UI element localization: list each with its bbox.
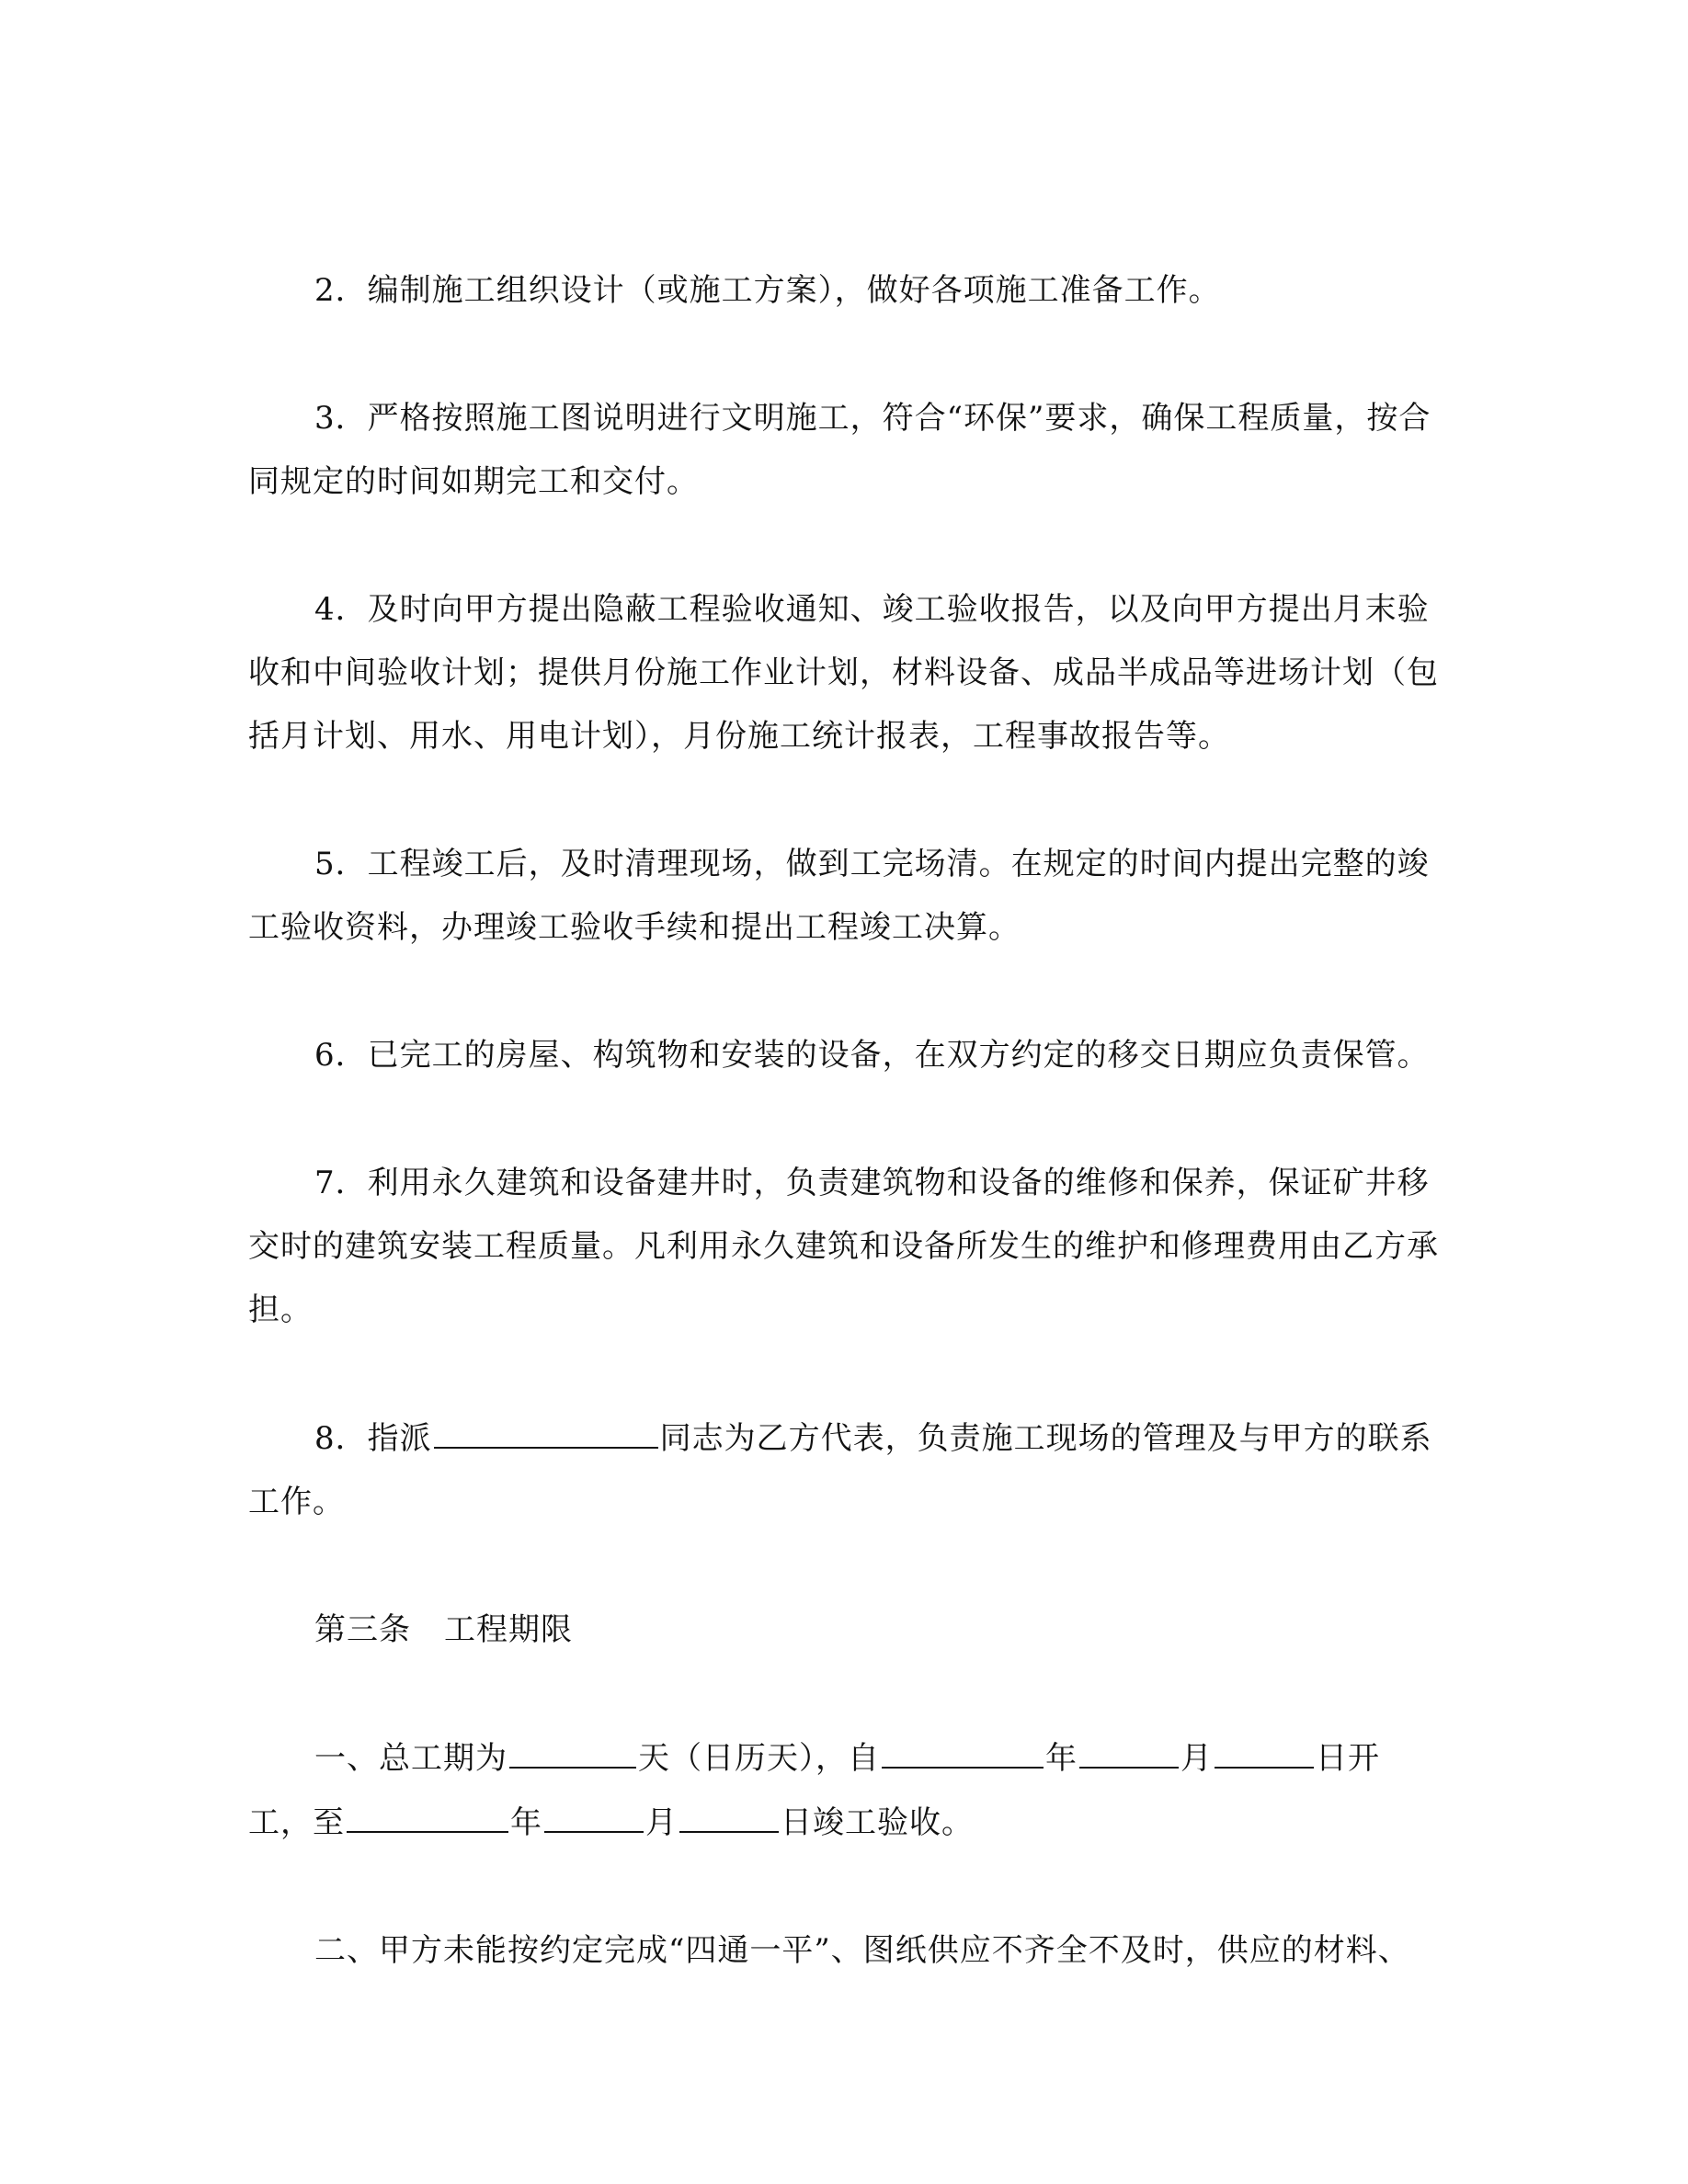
article-3-label: 第三条	[314, 1611, 411, 1648]
item-4	[248, 578, 1443, 768]
item-6-number: 6．	[314, 1037, 368, 1074]
start-month-blank[interactable]	[1079, 1726, 1179, 1769]
clause-1-part-3: 年	[1045, 1740, 1078, 1777]
article-3-heading	[248, 1598, 1443, 1662]
item-4-text: 及时向甲方提出隐蔽工程验收通知、竣工验收报告，以及向甲方提出月末验收和中间验收计划；提供月份施工作业计划，材料设备、成品半成品等进场计划（包括月计划、用水、用电计划），月份施工统计报表，工程事故报告等。	[248, 591, 1439, 755]
item-7	[248, 1152, 1443, 1342]
clause-2-text: 二、甲方未能按约定完成“四通一平”、图纸供应不齐全不及时，供应的材料、	[314, 1932, 1410, 1969]
item-8	[248, 1406, 1443, 1534]
document-body	[248, 259, 1443, 2047]
item-7-text: 利用永久建筑和设备建井时，负责建筑物和设备的维修和保养，保证矿井移交时的建筑安装工程质量。凡利用永久建筑和设备所发生的维护和修理费用由乙方承担。	[248, 1165, 1439, 1328]
clause-1-part-2: 天（日历天），自	[638, 1740, 880, 1777]
item-4-number: 4．	[314, 591, 368, 628]
total-days-blank[interactable]	[509, 1726, 636, 1769]
clause-1	[248, 1726, 1443, 1855]
item-8-number: 8．	[314, 1420, 368, 1457]
item-7-number: 7．	[314, 1165, 368, 1201]
item-6-text: 已完工的房屋、构筑物和安装的设备，在双方约定的移交日期应负责保管。	[367, 1037, 1430, 1074]
end-month-blank[interactable]	[544, 1791, 644, 1833]
start-year-blank[interactable]	[882, 1726, 1044, 1769]
item-2-number: 2．	[314, 272, 368, 309]
item-5	[248, 833, 1443, 960]
item-3-text: 严格按照施工图说明进行文明施工，符合“环保”要求，确保工程质量，按合同规定的时间如期完工和交付。	[248, 400, 1431, 500]
clause-1-part-7: 月	[645, 1804, 678, 1841]
item-5-text: 工程竣工后，及时清理现场，做到工完场清。在规定的时间内提出完整的竣工验收资料，办理竣工验收手续和提出工程竣工决算。	[248, 846, 1430, 946]
end-day-blank[interactable]	[679, 1791, 779, 1833]
representative-name-blank[interactable]	[434, 1406, 658, 1449]
clause-1-part-6: 年	[510, 1804, 542, 1841]
end-year-blank[interactable]	[347, 1791, 508, 1833]
clause-1-part-8: 日竣工验收。	[781, 1804, 974, 1841]
clause-1-part-4: 月	[1180, 1740, 1213, 1777]
start-day-blank[interactable]	[1215, 1726, 1314, 1769]
item-2	[248, 259, 1443, 323]
item-8-prefix: 指派	[367, 1420, 432, 1457]
clause-1-part-1: 一、总工期为	[314, 1740, 508, 1777]
item-2-text: 编制施工组织设计（或施工方案），做好各项施工准备工作。	[367, 272, 1221, 309]
item-3-number: 3．	[314, 400, 368, 437]
clause-2	[248, 1919, 1443, 1983]
item-5-number: 5．	[314, 846, 368, 882]
item-6	[248, 1024, 1443, 1087]
article-3-title: 工程期限	[444, 1611, 573, 1648]
item-3	[248, 387, 1443, 514]
clause-1-part-5: 日开工，至	[248, 1740, 1380, 1841]
item-8-suffix: 同志为乙方代表，负责施工现场的管理及与甲方的联系工作。	[248, 1420, 1432, 1520]
